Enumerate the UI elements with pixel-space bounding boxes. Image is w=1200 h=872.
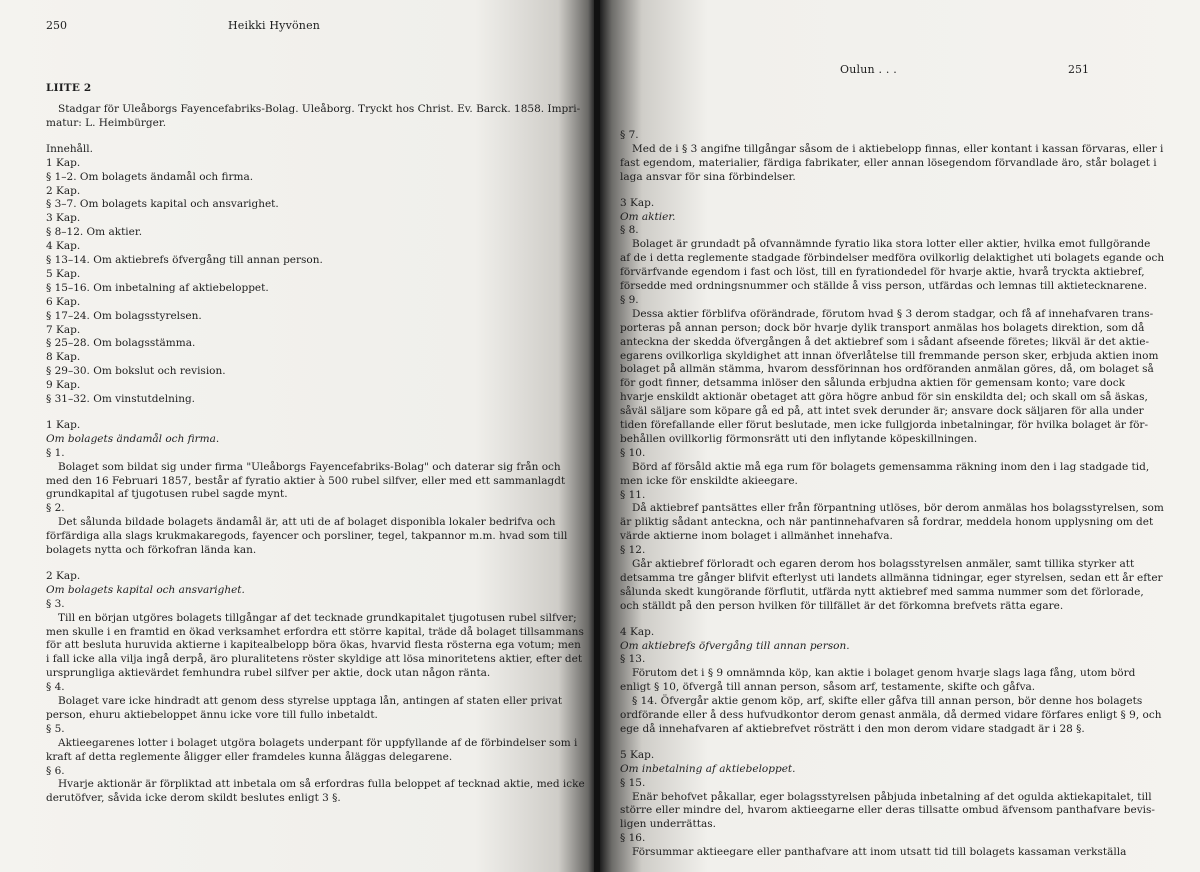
left-page-number: 250 (46, 19, 67, 32)
text-line: värde aktierne inom bolaget i allmänhet innehafva. (620, 530, 893, 543)
text-line: § 1. (46, 446, 65, 459)
text-line: tiden förefallande eller förut beslutade, men icke fullgjorda inbetalningar, för hvilka bolaget är för- (620, 419, 1148, 431)
text-line: Bolaget är grundadt på ofvannämnde fyratio lika stora lotter eller aktier, hvilka emot fullgörande (632, 238, 1151, 251)
text-line: ligen underrättas. (620, 818, 716, 831)
text-line: och ställdt på den person hvilken för tillfället är det förkomna brefvets rätta egare. (620, 599, 1064, 612)
text-line: 4 Kap. (46, 240, 81, 253)
text-line: Då aktiebref pantsättes eller från förpantning utlöses, bör derom anmälas hos bolagsstyrelsen, som (632, 502, 1164, 515)
text-line: behållen ovillkorlig förmonsrätt uti den inflytande köpeskillningen. (620, 432, 978, 445)
text-line: 1 Kap. (46, 156, 81, 169)
text-line: § 4. (46, 681, 65, 694)
text-line: § 10. (620, 446, 646, 459)
right-page-number: 251 (1068, 63, 1089, 76)
text-line: Om bolagets kapital och ansvarighet. (46, 583, 245, 596)
text-line: Försummar aktieegare eller panthafvare att inom utsatt tid till bolagets kassaman verkställa (632, 846, 1127, 859)
text-line: Om aktiebrefs öfvergång till annan person. (620, 639, 850, 652)
text-line: 5 Kap. (620, 748, 655, 761)
text-line: Med de i § 3 angifne tillgångar såsom de i aktiebelopp finnas, eller kontant i kassan förvaras, eller i (632, 142, 1164, 155)
text-line: § 14. Öfvergår aktie genom köp, arf, skifte eller gåfva till annan person, bör denne hos bolagets (632, 695, 1143, 708)
appendix-heading: LIITE 2 (46, 82, 92, 94)
text-line: § 13. (620, 653, 646, 666)
text-line: 9 Kap. (46, 379, 81, 392)
text-line: Enär behofvet påkallar, eger bolagsstyrelsen påbjuda inbetalning af det ogulda aktiekapitalet, till (632, 790, 1152, 803)
text-line: § 8–12. Om aktier. (46, 226, 143, 239)
text-line: ursprungliga aktievärdet femhundra rubel silfver per aktie, dock utan någon ränta. (46, 667, 491, 680)
text-line: § 15. (620, 776, 646, 789)
text-line: Hvarje aktionär är förpliktad att inbetala om så erfordras fulla beloppet af tecknad aktie, med icke (58, 778, 585, 791)
text-line: § 3. (46, 597, 65, 610)
left-page (0, 0, 594, 872)
text-line: § 2. (46, 502, 65, 515)
text-line: derutöfver, såvida icke derom skildt beslutes enligt 3 §. (46, 792, 341, 805)
text-line: § 16. (620, 832, 646, 845)
text-line: matur: L. Heimbürger. (46, 116, 167, 129)
text-line: § 9. (620, 293, 639, 306)
text-line: § 6. (46, 764, 65, 777)
text-line: anteckna der skedda öfvergången å det aktiebref som i sådant afseende företes; likväl är det aktie- (620, 335, 1150, 348)
text-line: § 12. (620, 544, 646, 557)
text-line: § 15–16. Om inbetalning af aktiebeloppet. (46, 281, 269, 294)
text-line: ege då innehafvaren af aktiebrefvet rösträtt i den mon derom vidare stadgadt är i 28 §. (620, 722, 1085, 735)
text-line: 8 Kap. (46, 351, 81, 364)
text-line: egarens ovilkorliga skyldighet att innan öfverlåtelse till fremmande person sker, erbjuda aktien inom (620, 349, 1159, 362)
text-line: försedde med ordningsnummer och ställde å viss person, utfärdas och lemnas till aktietecknarene. (620, 280, 1148, 292)
text-line: laga ansvar för sina förbindelser. (620, 170, 796, 183)
right-page (600, 0, 1200, 872)
left-running-head: Heikki Hyvönen (228, 19, 321, 32)
text-line: § 13–14. Om aktiebrefs öfvergång till annan person. (46, 254, 323, 266)
text-line: 7 Kap. (46, 323, 81, 336)
text-line: Innehåll. (46, 142, 93, 155)
text-line: § 5. (46, 722, 65, 735)
right-running-head: Oulun . . . (840, 63, 897, 76)
text-line: Dessa aktier förblifva oförändrade, förutom hvad § 3 derom stadgar, och få af innehafvaren trans- (632, 307, 1154, 320)
text-line: ordförande eller å dess hufvudkontor derom genast anmäla, då dermed vidare förfares enligt § 9, och (620, 709, 1162, 721)
text-line: Om bolagets ändamål och firma. (46, 432, 220, 445)
text-line: § 11. (620, 488, 646, 501)
text-line: 3 Kap. (46, 212, 81, 225)
text-line: 3 Kap. (620, 196, 655, 209)
text-line: Bolaget vare icke hindradt att genom dess styrelse upptaga lån, antingen af staten eller privat (58, 695, 563, 707)
text-line: Går aktiebref förloradt och egaren derom hos bolagsstyrelsen anmäler, samt tillika styrker att (632, 558, 1135, 570)
text-line: bolaget på allmän stämma, hvarom dessförinnan hos ordföranden anmälan göres, då, om bolaget så (620, 363, 1154, 376)
text-line: men icke för enskildte akieegare. (620, 474, 798, 487)
text-line: § 3–7. Om bolagets kapital och ansvarighet. (46, 198, 279, 211)
text-line: förvärfvande egendom i fast och löst, till en fyrationdedel för hvarje aktie, hvarå tryckta aktiebref, (620, 266, 1145, 279)
text-line: Förutom det i § 9 omnämnda köp, kan aktie i bolaget genom hvarje slags laga fång, utom börd (632, 667, 1136, 680)
text-line: enligt § 10, öfvergå till annan person, såsom arf, testamente, skifte och gåfva. (620, 681, 1036, 694)
text-line: § 7. (620, 129, 639, 141)
text-line: är pliktig sådant anteckna, och när pantinnehafvaren så fordrar, meddela honom upplysning om det (620, 516, 1154, 529)
text-line: Om inbetalning af aktiebeloppet. (620, 762, 796, 775)
text-line: fast egendom, materialier, färdiga fabrikater, eller annan lösegendom förvandlade äro, står bolaget i (620, 156, 1157, 169)
text-line: detsamma tre gånger blifvit efterlyst uti landets allmänna tidningar, eger styrelsen, sedan ett år efter (620, 571, 1163, 584)
text-line: Aktieegarenes lotter i bolaget utgöra bolagets underpant för uppfyllande af de förbindelser som i (58, 736, 578, 749)
text-line: förfärdiga alla slags krukmakaregods, fayencer och porsliner, tegel, takpannor m.m. hvad som till (46, 530, 568, 543)
text-line: för godt finner, detsamma inlöser den sålunda erbjudna aktien för gemensam konto; vare dock (620, 377, 1125, 390)
text-line: af de i detta reglemente stadgade förbindelser medföra ovilkorlig delaktighet uti bolagets egande och (620, 252, 1165, 265)
text-line: Bolaget som bildat sig under firma "Uleåborgs Fayencefabriks-Bolag" och daterar sig från och (58, 460, 561, 473)
text-line: 6 Kap. (46, 295, 81, 308)
text-line: såväl säljare som köpare gå ed på, att intet svek derunder är; ansvare dock säljaren för alla under (620, 405, 1144, 418)
text-line: § 1–2. Om bolagets ändamål och firma. (46, 170, 254, 183)
text-line: 2 Kap. (46, 184, 81, 197)
text-line: 5 Kap. (46, 267, 81, 280)
text-line: Stadgar för Uleåborgs Fayencefabriks-Bolag. Uleåborg. Tryckt hos Christ. Ev. Barck. 1858. Impri- (58, 103, 581, 115)
text-line: § 29–30. Om bokslut och revision. (46, 365, 226, 378)
text-line: sålunda skedt kungörande förflutit, utfärda nytt aktiebref med samma nummer som det förlorade, (620, 585, 1144, 598)
text-line: § 31–32. Om vinstutdelning. (46, 393, 196, 405)
text-line: Börd af försåld aktie må ega rum för bolagets gemensamma räkning inom den i lag stadgade tid, (632, 460, 1150, 473)
text-line: person, ehuru aktiebeloppet ännu icke vore till fullo inbetaldt. (46, 708, 378, 721)
text-line: § 25–28. Om bolagsstämma. (46, 337, 196, 350)
text-line: med den 16 Februari 1857, består af fyratio aktier à 500 rubel silfver, eller med ett sammanlagdt (46, 474, 566, 487)
text-line: men skulle i en framtid en ökad verksamhet erfordra ett större kapital, träde då bolaget tillsammans (46, 625, 584, 638)
text-line: bolagets nytta och förkofran lända kan. (46, 544, 257, 556)
text-line: 2 Kap. (46, 569, 81, 582)
text-line: § 17–24. Om bolagsstyrelsen. (46, 309, 202, 322)
text-line: kraft af detta reglemente åligger eller framdeles kunna åläggas delegarene. (46, 750, 453, 763)
text-line: 4 Kap. (620, 625, 655, 638)
text-line: 1 Kap. (46, 418, 81, 431)
text-line: Om aktier. (620, 210, 676, 223)
text-line: § 8. (620, 224, 639, 237)
text-line: Till en början utgöres bolagets tillgångar af det tecknade grundkapitalet tjugotusen rubel silfver; (58, 611, 577, 624)
text-line: i fall icke alla vilja ingå derpå, äro pluralitetens röster skyldige att lösa minoritetens aktier, efter det (46, 653, 583, 666)
text-line: större eller mindre del, hvarom aktieegarne eller deras tillsatte ombud äfvensom panthafvare bevis- (620, 804, 1155, 817)
text-line: Det sålunda bildade bolagets ändamål är, att uti de af bolaget disponibla lokaler bedrifva och (58, 516, 556, 529)
text-line: grundkapital af tjugotusen rubel sagde mynt. (46, 488, 288, 501)
text-line: för att besluta huruvida aktierne i kapitealbelopp böra ökas, hvarvid flesta rösterna ega votum; men (46, 639, 581, 652)
text-line: porteras på annan person; dock bör hvarje dylik transport anmälas hos bolagets direktion, som då (620, 321, 1145, 334)
text-line: hvarje enskildt aktionär obetaget att göra högre anbud för sin enskildta del; och skall om så äskas, (620, 391, 1148, 404)
